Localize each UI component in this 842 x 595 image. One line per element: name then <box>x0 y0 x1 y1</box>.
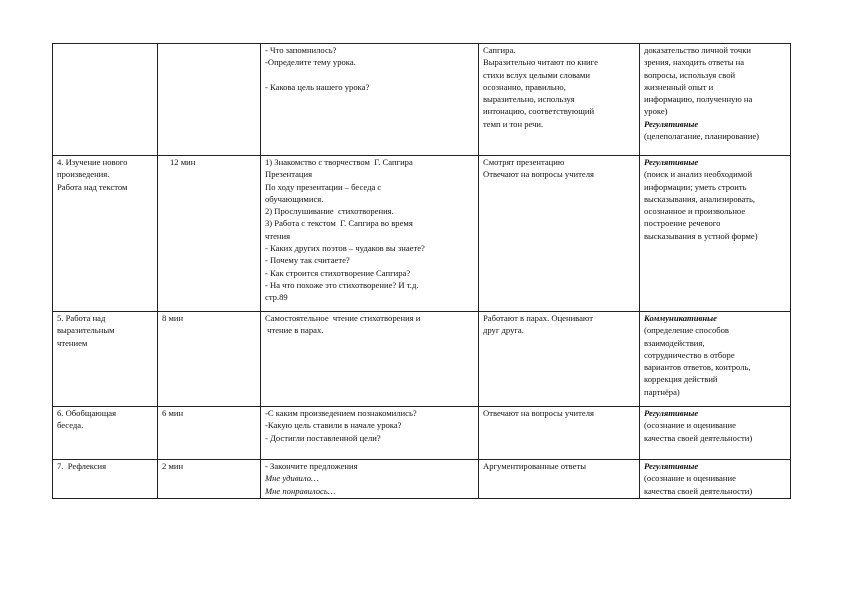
uud-category-title: Регулятивные <box>644 118 699 129</box>
text-line: -С каким произведением познакомились? <box>265 408 417 418</box>
text-line: -Какую цель ставили в начале урока? <box>265 420 402 431</box>
text-line: Мне удивило… <box>265 473 319 484</box>
text-line: - Почему так считаете? <box>265 255 350 266</box>
text-line: Отвечают на вопросы учителя <box>483 169 594 180</box>
text-line: сотрудничество в отборе <box>644 349 735 360</box>
text-line: чтение в парах. <box>265 325 324 336</box>
teacher-activity-cell <box>261 460 479 499</box>
text-line: уроке) <box>644 106 668 117</box>
text-line: построение речевого <box>644 218 721 229</box>
stage-cell <box>53 44 158 156</box>
table-row <box>53 44 791 156</box>
text-line: 4. Изучение нового <box>57 157 128 167</box>
uud-category-title: Коммуникативные <box>644 313 717 323</box>
text-line: Выразительно читают по книге <box>483 57 598 68</box>
text-line: стр.89 <box>265 292 288 303</box>
text-line <box>265 69 474 81</box>
text-line: 5. Работа над <box>57 313 106 323</box>
text-line: (определение способов <box>644 325 729 336</box>
text-line: (осознание и оценивание <box>644 420 736 431</box>
student-activity-cell <box>479 156 640 312</box>
text-line: беседа. <box>57 420 84 431</box>
text-line: 1) Знакомство с творчеством Г. Сапгира <box>265 157 413 167</box>
student-activity-cell <box>479 312 640 407</box>
text-line: 6. Обобщающая <box>57 408 117 418</box>
text-line: - На что похоже это стихотворение? И т.д. <box>265 279 419 290</box>
text-line: Мне понравилось… <box>265 485 336 496</box>
text-line: информации; уметь строить <box>644 181 747 192</box>
uud-category-title: Регулятивные <box>644 408 699 418</box>
uud-cell <box>640 312 791 407</box>
text-line: - Достигли поставленной цели? <box>265 432 381 443</box>
text-line: высказывания, анализировать, <box>644 193 756 204</box>
uud-cell <box>640 407 791 460</box>
text-line: качества своей деятельности) <box>644 485 753 496</box>
student-activity-cell <box>479 407 640 460</box>
time-cell <box>158 156 261 312</box>
teacher-activity-cell <box>261 312 479 407</box>
text-line: Работают в парах. Оценивают <box>483 313 593 323</box>
text-line: Аргументированные ответы <box>483 461 586 471</box>
uud-cell <box>640 44 791 156</box>
text-line: зрения, находить ответы на <box>644 57 745 68</box>
uud-category-title: Регулятивные <box>644 157 699 167</box>
text-line: 2) Прослушивание стихотворения. <box>265 206 394 217</box>
text-line: вопросы, используя свой <box>644 69 736 80</box>
teacher-activity-cell <box>261 407 479 460</box>
text-line: Сапгира. <box>483 45 516 55</box>
text-line: 3) Работа с текстом Г. Сапгира во время <box>265 218 413 229</box>
text-line: качества своей деятельности) <box>644 432 753 443</box>
text-line: темп и тон речи. <box>483 118 544 129</box>
time-cell <box>158 44 261 156</box>
text-line: -Определите тему урока. <box>265 57 356 68</box>
stage-cell <box>53 312 158 407</box>
text-line: друг друга. <box>483 325 524 336</box>
text-line: - Каких других поэтов – чудаков вы знаете? <box>265 243 425 254</box>
text-line: вариантов ответов, контроль, <box>644 362 751 373</box>
stage-cell <box>53 460 158 499</box>
text-line: (поиск и анализ необходимой <box>644 169 753 180</box>
text-line: (осознание и оценивание <box>644 473 736 484</box>
text-line: стихи вслух целыми словами <box>483 69 590 80</box>
text-line: взаимодействия, <box>644 337 705 348</box>
stage-cell <box>53 156 158 312</box>
text-line: чтением <box>57 337 88 348</box>
text-line: произведения. <box>57 169 110 180</box>
text-line: Смотрят презентацию <box>483 157 565 167</box>
student-activity-cell <box>479 44 640 156</box>
text-line: 2 мин <box>162 461 184 471</box>
text-line: - Закончите предложения <box>265 461 358 471</box>
uud-cell <box>640 460 791 499</box>
text-line: доказательство личной точки <box>644 45 751 55</box>
time-cell <box>158 460 261 499</box>
text-line: информацию, полученную на <box>644 94 753 105</box>
text-line: выразительным <box>57 325 115 336</box>
text-line: 12 мин <box>170 157 196 167</box>
text-line: Презентация <box>265 169 313 180</box>
table-row <box>53 460 791 499</box>
text-line: Самостоятельное чтение стихотворения и <box>265 313 421 323</box>
text-line: 6 мин <box>162 408 184 418</box>
text-line: 8 мин <box>162 313 184 323</box>
text-line: (целеполагание, планирование) <box>644 131 760 142</box>
text-line: - Как строится стихотворение Сапгира? <box>265 267 411 278</box>
stage-cell <box>53 407 158 460</box>
lesson-plan-table <box>52 43 791 499</box>
text-line: Работа над текстом <box>57 181 128 192</box>
text-line: По ходу презентации – беседа с <box>265 181 382 192</box>
table-row <box>53 156 791 312</box>
teacher-activity-cell <box>261 44 479 156</box>
uud-cell <box>640 156 791 312</box>
student-activity-cell <box>479 460 640 499</box>
text-line: осознанное и произвольное <box>644 206 746 217</box>
text-line: высказывания в устной форме) <box>644 230 758 241</box>
text-line: - Что запомнилось? <box>265 45 337 55</box>
table-row <box>53 407 791 460</box>
text-line: партнёра) <box>644 386 680 397</box>
uud-category-title: Регулятивные <box>644 461 699 471</box>
text-line: чтения <box>265 230 291 241</box>
text-line: жизненный опыт и <box>644 81 714 92</box>
text-line: осознанно, правильно, <box>483 81 566 92</box>
teacher-activity-cell <box>261 156 479 312</box>
time-cell <box>158 312 261 407</box>
text-line: обучающимися. <box>265 193 324 204</box>
text-line: коррекция действий <box>644 374 718 385</box>
text-line: выразительно, используя <box>483 94 575 105</box>
table-row <box>53 312 791 407</box>
text-line: интонацию, соответствующий <box>483 106 595 117</box>
time-cell <box>158 407 261 460</box>
text-line: 7. Рефлексия <box>57 461 107 471</box>
text-line: - Какова цель нашего урока? <box>265 81 370 92</box>
text-line: Отвечают на вопросы учителя <box>483 408 594 418</box>
